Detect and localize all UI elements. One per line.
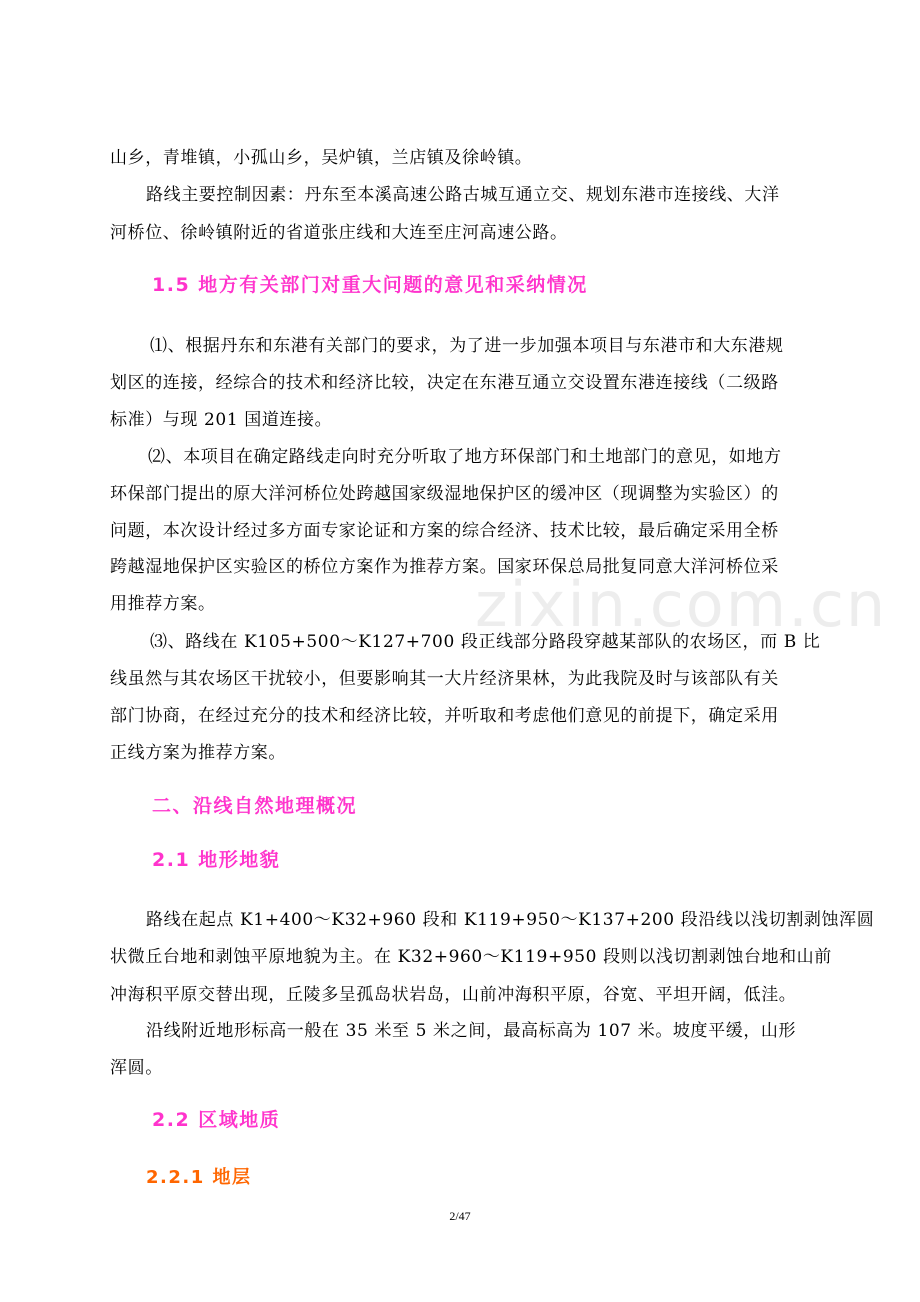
list-item-line: 跨越湿地保护区实验区的桥位方案作为推荐方案。国家环保总局批复同意大洋河桥位采 <box>110 557 779 577</box>
section-heading-1-5: 1.5 地方有关部门对重大问题的意见和采纳情况 <box>152 274 588 296</box>
paragraph-line: 河桥位、徐岭镇附近的省道张庄线和大连至庄河高速公路。 <box>110 223 568 243</box>
list-item-line: 线虽然与其农场区干扰较小，但要影响其一大片经济果林，为此我院及时与该部队有关 <box>110 669 779 689</box>
paragraph-line: 浑圆。 <box>110 1058 163 1078</box>
list-item-line: 问题，本次设计经过多方面专家论证和方案的综合经济、技术比较，最后确定采用全桥 <box>110 521 779 541</box>
list-item-line: ⑶、路线在 K105+500～K127+700 段正线部分路段穿越某部队的农场区，而 B 比 <box>150 632 821 652</box>
list-item-line: 正线方案为推荐方案。 <box>110 743 286 763</box>
paragraph-line: 状微丘台地和剥蚀平原地貌为主。在 K32+960～K119+950 段则以浅切割剥蚀台地和山前 <box>110 947 832 967</box>
list-item-line: 标准）与现 201 国道连接。 <box>110 410 333 430</box>
paragraph-line: 路线主要控制因素：丹东至本溪高速公路古城互通立交、规划东港市连接线、大洋 <box>146 185 780 205</box>
list-item-line: ⑵、本项目在确定路线走向时充分听取了地方环保部门和土地部门的意见，如地方 <box>148 447 782 467</box>
watermark: zixin.com.cn <box>475 568 888 641</box>
list-item-line: 部门协商，在经过充分的技术和经济比较，并听取和考虑他们意见的前提下，确定采用 <box>110 706 779 726</box>
list-item-line: 划区的连接，经综合的技术和经济比较，决定在东港互通立交设置东港连接线（二级路 <box>110 373 779 393</box>
paragraph-line: 山乡，青堆镇，小孤山乡，吴炉镇，兰店镇及徐岭镇。 <box>110 148 533 168</box>
paragraph-line: 沿线附近地形标高一般在 35 米至 5 米之间，最高标高为 107 米。坡度平缓，山形 <box>146 1021 797 1041</box>
section-heading-2: 二、沿线自然地理概况 <box>152 795 358 817</box>
list-item-line: 环保部门提出的原大洋河桥位处跨越国家级湿地保护区的缓冲区（现调整为实验区）的 <box>110 484 779 504</box>
paragraph-line: 路线在起点 K1+400～K32+960 段和 K119+950～K137+200 段沿线以浅切割剥蚀浑圆 <box>146 910 875 930</box>
paragraph-line: 冲海积平原交替出现，丘陵多呈孤岛状岩岛，山前冲海积平原，谷宽、平坦开阔，低洼。 <box>110 985 797 1005</box>
section-heading-2-1: 2.1 地形地貌 <box>152 849 281 871</box>
section-heading-2-2: 2.2 区域地质 <box>152 1109 281 1131</box>
page-number: 2/47 <box>449 1209 471 1223</box>
list-item-line: ⑴、根据丹东和东港有关部门的要求，为了进一步加强本项目与东港市和大东港规 <box>150 336 784 356</box>
list-item-line: 用推荐方案。 <box>110 594 216 614</box>
section-heading-2-2-1: 2.2.1 地层 <box>146 1167 252 1188</box>
